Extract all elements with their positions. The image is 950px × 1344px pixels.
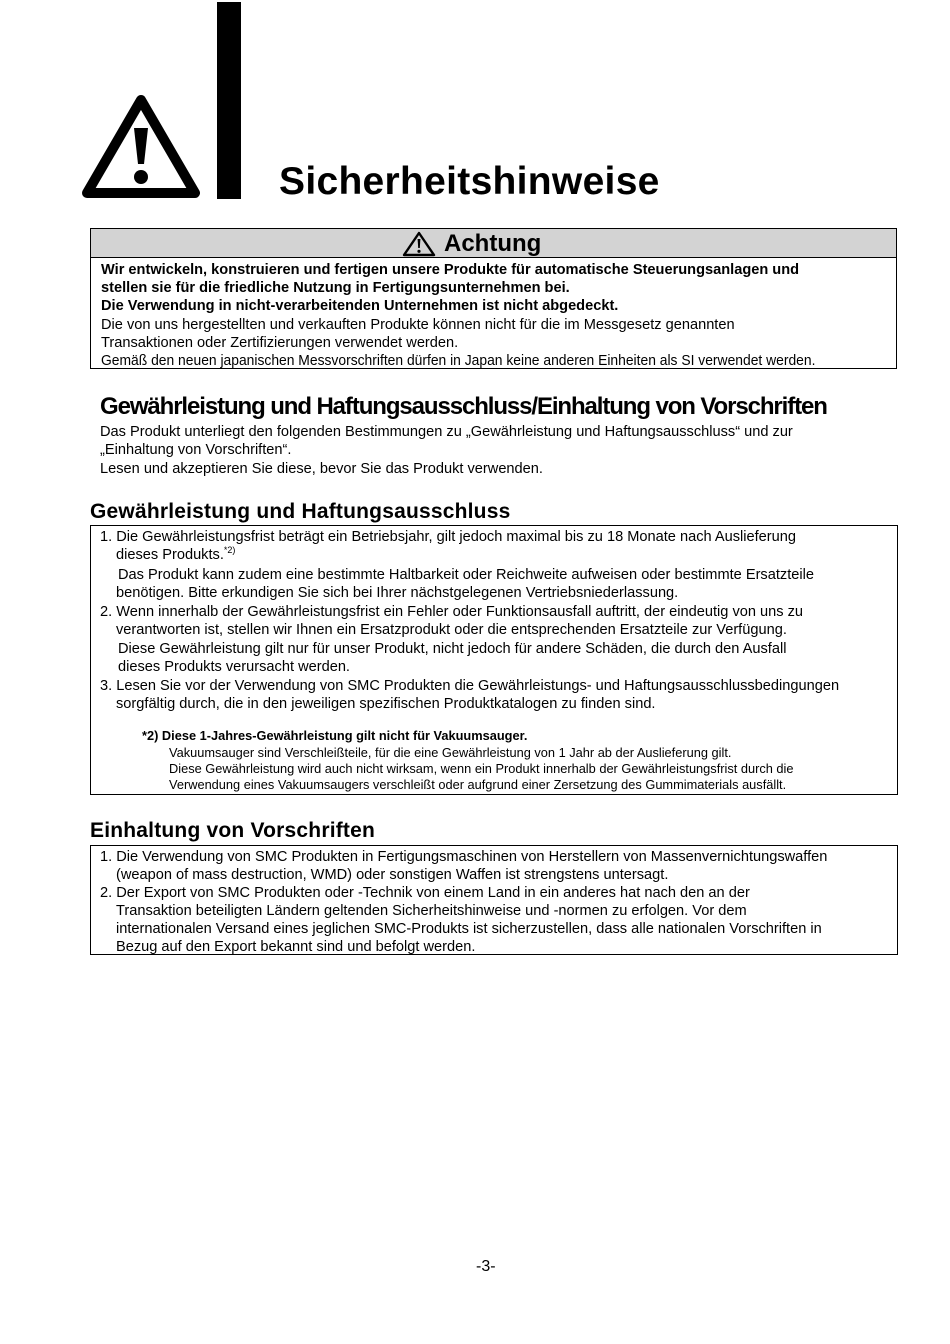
warranty-line: dieses Produkts verursacht werden. [118,659,350,675]
compliance-line: Bezug auf den Export bekannt sind und befolgt werden. [116,939,476,955]
compliance-line: Transaktion beteiligten Ländern geltenden Sicherheitshinweise und -normen zu erfolgen. Vor dem [116,903,747,919]
warranty-line: Diese Gewährleistung gilt nur für unser Produkt, nicht jedoch für andere Schäden, die durch den Ausfall [118,641,787,657]
section-title: Gewährleistung und Haftungsausschluss/Einhaltung von Vorschriften [100,393,827,420]
compliance-line: (weapon of mass destruction, WMD) oder sonstigen Waffen ist strengstens untersagt. [116,867,669,883]
achtung-title: Achtung [444,230,542,257]
compliance-line: internationalen Versand eines jeglichen SMC-Produkts ist sicherzustellen, dass alle nationalen Vorschriften in [116,921,822,937]
section-intro-line: Lesen und akzeptieren Sie diese, bevor Sie das Produkt verwenden. [100,461,543,477]
warranty-line: Das Produkt kann zudem eine bestimmte Haltbarkeit oder Reichweite aufweisen oder bestimmte Ersatzteile [118,567,814,583]
warning-triangle-icon [82,94,200,198]
footnote-ref: *2) [223,545,236,555]
achtung-line: Gemäß den neuen japanischen Messvorschriften dürfen in Japan keine anderen Einheiten als SI verwendet werden. [101,353,816,369]
footnote-title: *2) Diese 1-Jahres-Gewährleistung gilt nicht für Vakuumsauger. [142,728,528,743]
achtung-line: Transaktionen oder Zertifizierungen verwendet werden. [101,335,459,351]
page-title: Sicherheitshinweise [279,160,660,203]
section-intro-line: Das Produkt unterliegt den folgenden Bestimmungen zu „Gewährleistung und Haftungsausschluss“ und zur [100,424,793,440]
header-vertical-bar [217,2,241,199]
achtung-box [90,228,897,369]
warranty-line: dieses Produkts.$^{*2)}$ [116,545,236,563]
footnote-line: Diese Gewährleistung wird auch nicht wirksam, wenn ein Produkt innerhalb der Gewährleistungsfrist durch die [169,761,794,776]
warranty-line: 3. Lesen Sie vor der Verwendung von SMC Produkten die Gewährleistungs- und Haftungsausschlussbedingungen [100,678,840,694]
warranty-line: sorgfältig durch, die in den jeweiligen spezifischen Produktkatalogen zu finden sind. [116,696,656,712]
compliance-line: 2. Der Export von SMC Produkten oder -Technik von einem Land in ein anderes hat nach den an der [100,885,750,901]
achtung-line: Die Verwendung in nicht-verarbeitenden Unternehmen ist nicht abgedeckt. [101,298,619,314]
warranty-line: verantworten ist, stellen wir Ihnen ein Ersatzprodukt oder die entsprechenden Ersatzteile zur Verfügung. [116,622,787,638]
page-number: -3- [476,1258,496,1275]
achtung-line: stellen sie für die friedliche Nutzung in Fertigungsunternehmen bei. [101,280,570,296]
warranty-box [90,525,898,795]
warranty-line: 1. Die Gewährleistungsfrist beträgt ein Betriebsjahr, gilt jedoch maximal bis zu 18 Monate nach Auslieferung [100,529,797,545]
achtung-header [91,229,896,258]
footnote-line: Verwendung eines Vakuumsaugers verschleißt oder aufgrund einer Zersetzung des Gummimaterials ausfällt. [169,777,787,792]
compliance-heading: Einhaltung von Vorschriften [90,819,376,842]
section-intro-line: „Einhaltung von Vorschriften“. [100,442,292,458]
warranty-heading: Gewährleistung und Haftungsausschluss [90,500,511,523]
warranty-line: benötigen. Bitte erkundigen Sie sich bei Ihrer nächstgelegenen Vertriebsniederlassung. [116,585,679,601]
compliance-line: 1. Die Verwendung von SMC Produkten in Fertigungsmaschinen von Herstellern von Massenvernichtungswaffen [100,849,828,865]
achtung-line: Wir entwickeln, konstruieren und fertigen unsere Produkte für automatische Steuerungsanlagen und [101,262,800,278]
caution-triangle-icon [402,231,436,257]
achtung-line: Die von uns hergestellten und verkauften Produkte können nicht für die im Messgesetz genannten [101,317,735,333]
warranty-line: 2. Wenn innerhalb der Gewährleistungsfrist ein Fehler oder Funktionsausfall auftritt, der eindeutig von uns zu [100,604,804,620]
footnote-line: Vakuumsauger sind Verschleißteile, für die eine Gewährleistung von 1 Jahr ab der Auslieferung gilt. [169,745,732,760]
compliance-box [90,845,898,955]
